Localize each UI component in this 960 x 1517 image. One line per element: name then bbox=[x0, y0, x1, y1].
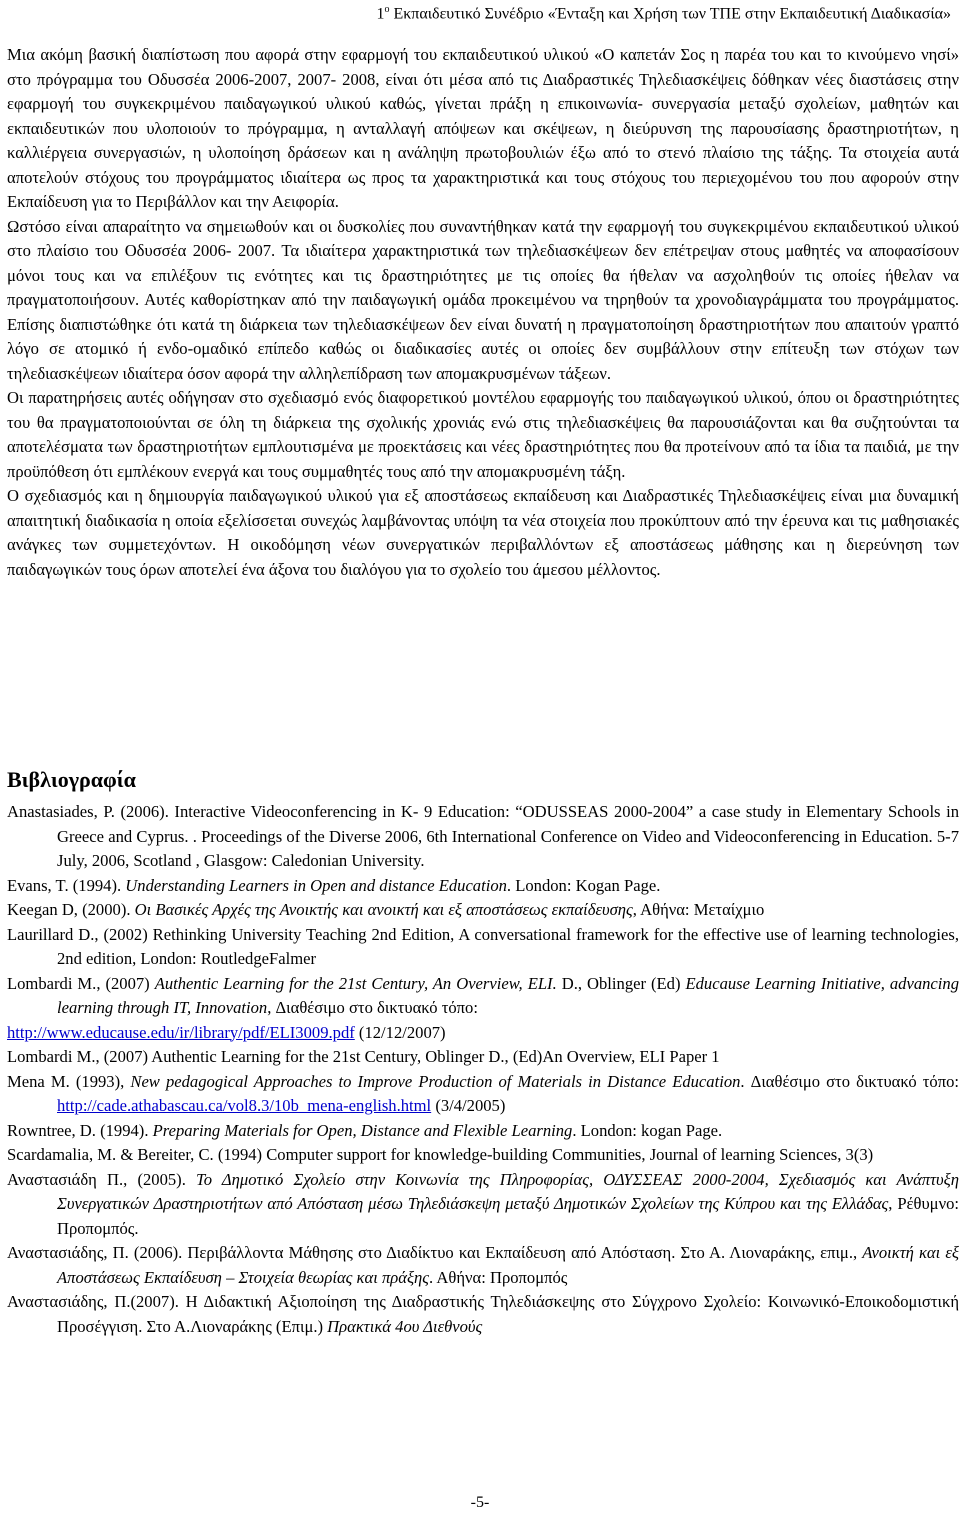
paragraph: Μια ακόμη βασική διαπίστωση που αφορά στην εφαρμογή του εκπαιδευτικού υλικού «Ο καπετάν Σος η παρέα του και το κινούμενο νησί» στο πρόγραμμα του Οδυσσέα 2006-2007, 2007- 2008, είναι ότι μέσα από τις Διαδραστικές Τηλεδιασκέψεις δόθηκαν νέες διαστάσεις στην εφαρμογή του συγκεκριμένου παιδαγωγικού υλικού καθώς, γίνεται πράξη η επικοινωνία- συνεργασία μεταξύ σχολείων, μαθητών και εκπαιδευτικών που υλοποιούν το πρόγραμμα, η ανταλλαγή απόψεων και σκέψεων, η διεύρυνση της παρουσίασης δραστηριοτήτων, η καλλιέργεια συνεργασιών, η υλοποίηση δράσεων και η ανάληψη πρωτοβουλιών έξω από το στενό πλαίσιο της τάξης. Τα στοιχεία αυτά αποτελούν στόχους του προγράμματος ιδιαίτερα ως προς τα χαρακτηριστικά και τους στόχους του περιεχομένου του που αφορούν στην Εκπαίδευση για το Περιβάλλον και την Αειφορία. bbox=[7, 45, 959, 211]
reference-item: Mena M. (1993), New pedagogical Approaches to Improve Production of Materials in Distance Education. Διαθέσιμο στο δικτυακό τόπο: http://cade.athabascau.ca/vol8.3/10b_mena-english.html (3/4/2005) bbox=[7, 1071, 959, 1115]
reference-item: Laurillard D., (2002) Rethinking University Teaching 2nd Edition, A conversational framework for the effective use of learning technologies, 2nd edition, London: RoutledgeFalmer bbox=[7, 924, 959, 968]
reference-item: Αναστασιάδη Π., (2005). Το Δημοτικό Σχολείο στην Κοινωνία της Πληροφορίας, ΟΔΥΣΣΕΑΣ 2000-2004, Σχεδιασμός και Ανάπτυξη Συνεργατικών Δραστηριοτήτων από Απόσταση μέσω Τηλεδιάσκεψη μεταξύ Δημοτικών Σχολείων της Κύπρου και της Ελλάδας, Ρέθυμνο: Προπομπός. bbox=[7, 1169, 959, 1238]
paragraph: Ωστόσο είναι απαραίτητο να σημειωθούν και οι δυσκολίες που συναντήθηκαν κατά την εφαρμογή του συγκεκριμένου εκπαιδευτικού υλικού στο πλαίσιο του Οδυσσέα 2006- 2007. Τα ιδιαίτερα χαρακτηριστικά των τηλεδιασκέψεων δεν επέτρεψαν στους μαθητές να αποφασίσουν μόνοι τους και να επιλέξουν τις ενότητες και τις δραστηριότητες με τις οποίες θα ήθελαν να ασχοληθούν τις οποίες ήθελαν να πραγματοποιήσουν. Αυτές καθορίστηκαν από την παιδαγωγική ομάδα προκειμένου να τηρηθούν τα χρονοδιαγράμματα του προγράμματος. Επίσης διαπιστώθηκε ότι κατά τη διάρκεια των τηλεδιασκέψεων δεν είναι δυνατή η πραγματοποίηση δραστηριοτήτων που απαιτούν γραπτό λόγο σε ατομικό ή ενδο-ομαδικό επίπεδο καθώς οι διαδικασίες αυτές οι οποίες δεν συμβάλλουν στην επίτευξη των στόχων των τηλεδιασκέψεων ιδιαίτερα όσον αφορά την αλληλεπίδραση των απομακρυσμένων τάξεων. bbox=[7, 216, 959, 383]
reference-item: Anastasiades, P. (2006). Interactive Videoconferencing in K- 9 Education: “ODUSSEAS 2000-2004” a case study in Elementary Schools in Greece and Cyprus. . Proceedings of the Diverse 2006, 6th International Conference on Video and Videoconferencing in Education. 5-7 July, 2006, Scotland , Glasgow: Caledonian University. bbox=[7, 802, 959, 870]
reference-link[interactable]: http://cade.athabascau.ca/vol8.3/10b_mena-english.html bbox=[57, 1096, 432, 1115]
paragraph: Ο σχεδιασμός και η δημιουργία παιδαγωγικού υλικού για εξ αποστάσεως εκπαίδευση και Διαδραστικές Τηλεδιασκέψεις είναι μια δυναμική απαιτητική διαδικασία η οποία εξελίσσεται συνεχώς λαμβάνοντας υπόψη τα νέα στοιχεία που προκύπτουν από την έρευνα και τις μαθησιακές ανάγκες των συμμετεχόντων. Η οικοδόμηση νέων συνεργατικών περιβαλλόντων εξ αποστάσεως μάθησης και η διερεύνηση των παιδαγωγικών τους όρων αποτελεί ένα άξονα του διαλόγου για το σχολείο του άμεσου μέλλοντος. bbox=[7, 486, 959, 579]
page-number: -5- bbox=[470, 1494, 490, 1511]
paragraph: Οι παρατηρήσεις αυτές οδήγησαν στο σχεδιασμό ενός διαφορετικού μοντέλου εφαρμογής του παιδαγωγικού υλικού, όπου οι δραστηριότητες του θα πραγματοποιούνται σε όλη τη διάρκεια της σχολικής χρονιάς ενώ στις τηλεδιασκέψεις θα παρουσιάζονται και θα συζητούνται τα αποτελέσματα των δραστηριοτήτων εμπλουτισμένα με προεκτάσεις και νέες δραστηριότητες που θα προτείνουν από τα ίδια τα παιδιά, με την προϋπόθεση ότι εμπλέκουν ενεργά και τους συμμαθητές τους από την απομακρυσμένη τάξη. bbox=[7, 388, 959, 481]
bibliography-list bbox=[7, 800, 959, 1339]
reference-item: Rowntree, D. (1994). Preparing Materials for Open, Distance and Flexible Learning. London: kogan Page. bbox=[7, 1120, 723, 1140]
reference-item: http://www.educause.edu/ir/library/pdf/ELI3009.pdf (12/12/2007) bbox=[7, 1022, 446, 1042]
reference-item: Lombardi M., (2007) Authentic Learning for the 21st Century, An Overview, ELI. D., Oblinger (Ed) Educause Learning Initiative, advancing learning through IT, Innovation, Διαθέσιμο στο δικτυακό τόπο: bbox=[7, 973, 959, 1017]
bibliography-heading: Βιβλιογραφία bbox=[7, 767, 136, 792]
reference-item: Keegan D, (2000). Οι Βασικές Αρχές της Ανοικτής και ανοικτή και εξ αποστάσεως εκπαίδευσης, Αθήνα: Μεταίχμιο bbox=[7, 900, 765, 919]
reference-item: Αναστασιάδης, Π. (2006). Περιβάλλοντα Μάθησης στο Διαδίκτυο και Εκπαίδευση από Απόσταση. Στο Α. Λιοναράκης, επιμ., Ανοικτή και εξ Αποστάσεως Εκπαίδευση – Στοιχεία θεωρίας και πράξης. Αθήνα: Προπομπός bbox=[7, 1243, 959, 1287]
body-text bbox=[7, 43, 959, 582]
reference-item: Evans, T. (1994). Understanding Learners in Open and distance Education. London: Kogan Page. bbox=[7, 875, 661, 895]
running-header: $1^o$ Εκπαιδευτικό Συνέδριο «Ένταξη και Χρήση των ΤΠΕ στην Εκπαιδευτική Διαδικασία» bbox=[376, 4, 951, 23]
reference-item: Scardamalia, M. & Bereiter, C. (1994) Computer support for knowledge-building Communities, Journal of learning Sciences, 3(3) bbox=[7, 1145, 874, 1164]
reference-link[interactable]: http://www.educause.edu/ir/library/pdf/ELI3009.pdf bbox=[7, 1022, 355, 1042]
reference-item: Lombardi M., (2007) Authentic Learning for the 21st Century, Oblinger D., (Ed)An Overview, ELI Paper 1 bbox=[7, 1047, 720, 1066]
reference-item: Αναστασιάδης, Π.(2007). Η Διδακτική Αξιοποίηση της Διαδραστικής Τηλεδιάσκεψης στο Σύγχρονο Σχολείο: Κοινωνικό-Εποικοδομιστική Προσέγγιση. Στο Α.Λιοναράκης (Επιμ.) Πρακτικά 4ου Διεθνούς bbox=[7, 1292, 959, 1336]
